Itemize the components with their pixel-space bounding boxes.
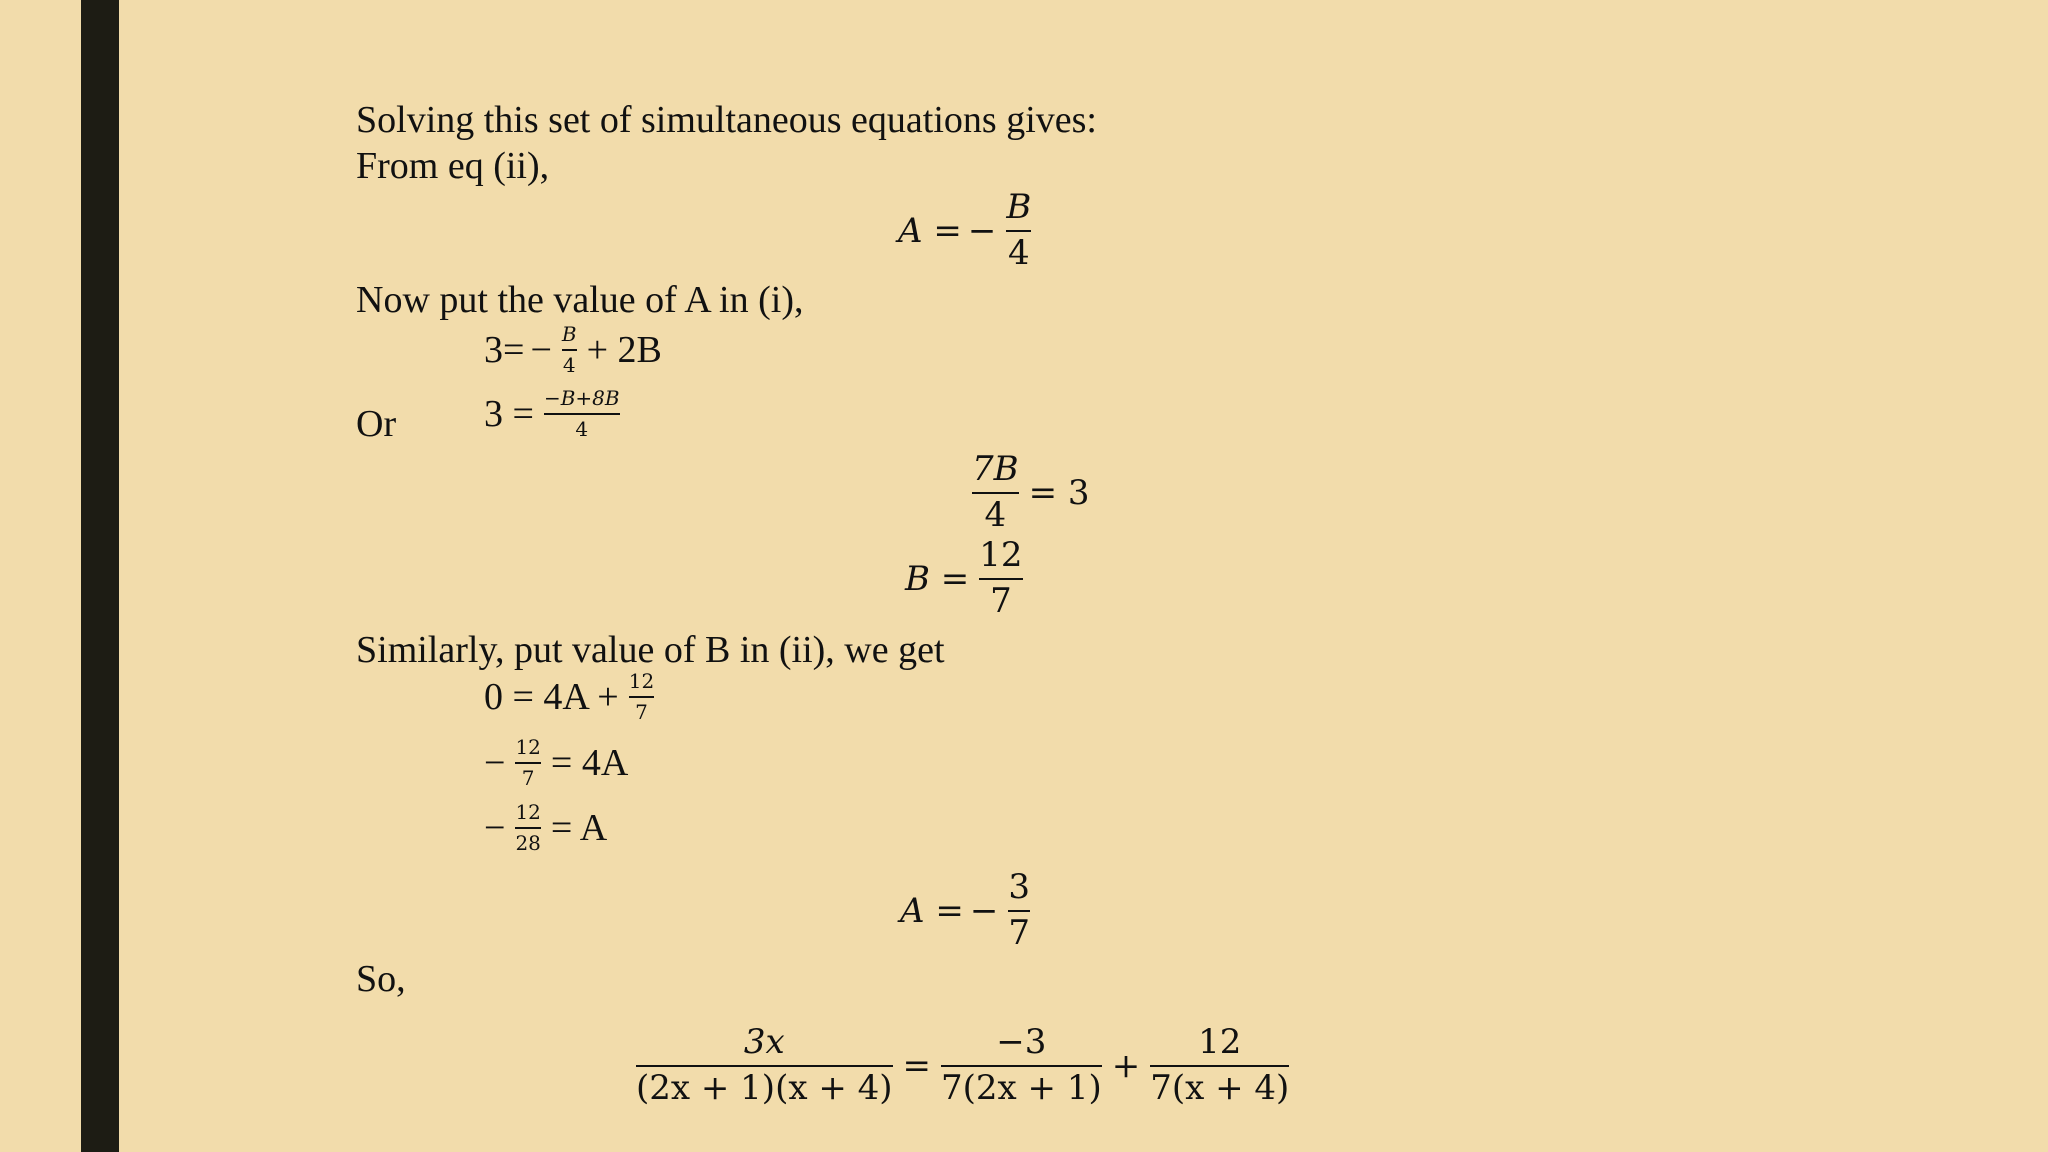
equation-sub-2 xyxy=(484,388,624,440)
rhs: = A xyxy=(550,807,608,849)
denominator: 7 xyxy=(635,700,648,724)
denominator: 4 xyxy=(1008,232,1030,273)
equation-neg-12-over-28 xyxy=(484,802,607,854)
fraction-bar xyxy=(1006,230,1031,232)
lhs: 0 = 4A + xyxy=(484,676,619,718)
denominator: (2x + 1)(x + 4) xyxy=(636,1067,893,1108)
lhs: A = xyxy=(898,210,962,251)
equation-a-neg-b-over-4 xyxy=(898,187,1035,273)
plus-sign: + xyxy=(1111,1045,1141,1086)
lhs: 3= xyxy=(484,329,525,371)
fraction xyxy=(515,737,540,789)
numerator: B xyxy=(1006,187,1032,227)
rhs: = 4A xyxy=(550,742,629,784)
equation-final-partial-fraction xyxy=(632,1022,1293,1108)
fraction-bar xyxy=(636,1065,893,1067)
denominator: 28 xyxy=(515,831,541,855)
rhs: = 3 xyxy=(1028,472,1090,513)
equation-b-12-over-7 xyxy=(905,535,1027,621)
fraction xyxy=(979,535,1023,621)
fraction-bar xyxy=(1150,1065,1289,1067)
denominator: 4 xyxy=(562,353,576,377)
term2-fraction xyxy=(1150,1022,1290,1108)
fraction xyxy=(544,388,620,440)
text-so: So, xyxy=(356,958,406,1000)
numerator: −B+8B xyxy=(543,386,620,410)
numerator: 12 xyxy=(515,800,541,824)
numerator: 12 xyxy=(1198,1022,1242,1062)
numerator: 12 xyxy=(515,735,541,759)
lhs: B = xyxy=(905,558,970,599)
denominator: 4 xyxy=(575,417,589,441)
equation-7b-over-4 xyxy=(968,449,1090,535)
fraction xyxy=(562,324,577,376)
equation-neg-12-over-7 xyxy=(484,737,628,789)
denominator: 7 xyxy=(990,580,1012,621)
equation-sub-1 xyxy=(484,324,662,376)
numerator: −3 xyxy=(996,1022,1047,1062)
numerator: 7B xyxy=(972,449,1019,489)
fraction xyxy=(972,449,1019,535)
minus: − xyxy=(484,742,506,784)
minus: − xyxy=(484,807,506,849)
numerator: B xyxy=(561,322,577,346)
lhs-fraction xyxy=(636,1022,893,1108)
text-line-similarly: Similarly, put value of B in (ii), we get xyxy=(356,629,945,671)
equation-zero-eq xyxy=(484,671,658,723)
fraction-bar xyxy=(972,492,1019,494)
text-line-from-eq: From eq (ii), xyxy=(356,145,550,187)
lhs: 3 = xyxy=(484,393,534,435)
fraction-bar xyxy=(515,762,540,764)
minus: − xyxy=(969,890,999,931)
numerator: 3 xyxy=(1008,867,1030,907)
minus: − xyxy=(530,329,552,371)
numerator: 12 xyxy=(979,535,1023,575)
fraction-bar xyxy=(1008,910,1030,912)
text-line-now-put: Now put the value of A in (i), xyxy=(356,279,804,321)
fraction-bar xyxy=(979,578,1022,580)
fraction-bar xyxy=(941,1065,1102,1067)
minus: − xyxy=(967,210,997,251)
fraction-bar xyxy=(629,696,654,698)
denominator: 4 xyxy=(984,494,1007,535)
fraction xyxy=(515,802,540,854)
numerator: 12 xyxy=(628,669,655,693)
term1-fraction xyxy=(941,1022,1102,1108)
fraction-bar xyxy=(544,413,620,415)
fraction-bar xyxy=(562,349,577,351)
denominator: 7 xyxy=(521,766,535,790)
text-or: Or xyxy=(356,403,397,445)
text-line-solving: Solving this set of simultaneous equations gives: xyxy=(356,99,1097,141)
left-accent-bar xyxy=(81,0,119,1152)
fraction-bar xyxy=(515,827,540,829)
lhs: A = xyxy=(900,890,964,931)
rhs: + 2B xyxy=(586,329,662,371)
fraction xyxy=(1008,867,1030,953)
denominator: 7(x + 4) xyxy=(1150,1067,1290,1108)
denominator: 7(2x + 1) xyxy=(941,1067,1102,1108)
denominator: 7 xyxy=(1008,912,1030,953)
equals-sign: = xyxy=(902,1045,932,1086)
equation-a-neg-3-over-7 xyxy=(900,867,1034,953)
numerator: 3x xyxy=(743,1022,785,1062)
fraction xyxy=(1006,187,1032,273)
fraction xyxy=(629,671,654,723)
